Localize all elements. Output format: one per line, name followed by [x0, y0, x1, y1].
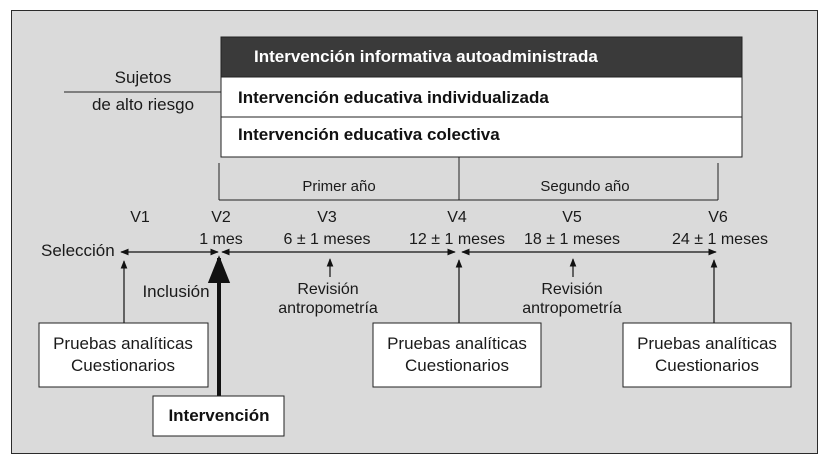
subjects-label — [64, 68, 221, 114]
visit-v3-time: 6 ± 1 meses — [283, 231, 371, 248]
visit-v3-label: V3 — [317, 209, 337, 226]
selection-label: Selección — [41, 241, 115, 260]
tests-box-1 — [39, 323, 208, 387]
visit-v2-label: V2 — [211, 209, 231, 226]
period-second-label: Segundo año — [540, 178, 630, 195]
intervention-box-label: Intervención — [168, 406, 270, 425]
tests-box-2-line1: Pruebas analíticas — [387, 334, 527, 353]
review-1-line2: antropometría — [278, 300, 378, 317]
visit-v5-time: 18 ± 1 meses — [524, 231, 620, 248]
tests-box-2-line2: Cuestionarios — [405, 356, 509, 375]
period-brackets — [219, 157, 718, 200]
tests-box-3-frame — [623, 323, 791, 387]
visit-v5-label: V5 — [562, 209, 582, 226]
tests-box-3-line2: Cuestionarios — [655, 356, 759, 375]
subjects-line1: Sujetos — [114, 68, 172, 87]
tests-box-3-line1: Pruebas analíticas — [637, 334, 777, 353]
intervention-informative-label: Intervención informativa autoadministrada — [254, 47, 598, 66]
review-2-line1: Revisión — [541, 281, 603, 298]
inclusion-label: Inclusión — [142, 282, 210, 301]
visit-labels — [130, 209, 768, 248]
visit-v4-time: 12 ± 1 meses — [409, 231, 505, 248]
tests-box-1-line1: Pruebas analíticas — [53, 334, 193, 353]
review-1 — [278, 281, 378, 317]
visit-v1-label: V1 — [130, 209, 150, 226]
visit-v6-label: V6 — [708, 209, 728, 226]
tests-box-2-frame — [373, 323, 541, 387]
visit-v2-time: 1 mes — [199, 231, 243, 248]
intervention-stack — [221, 37, 742, 157]
tests-box-1-line2: Cuestionarios — [71, 356, 175, 375]
review-1-line1: Revisión — [297, 281, 359, 298]
tests-box-1-frame — [39, 323, 208, 387]
intervention-box — [153, 396, 284, 436]
subjects-line2: de alto riesgo — [91, 95, 195, 114]
visit-v6-time: 24 ± 1 meses — [672, 231, 768, 248]
visit-v4-label: V4 — [447, 209, 467, 226]
review-2-line2: antropometría — [522, 300, 622, 317]
period-first-label: Primer año — [302, 178, 376, 195]
review-2 — [522, 281, 622, 317]
tests-box-3 — [623, 323, 791, 387]
tests-box-2 — [373, 323, 541, 387]
intervention-individual-label: Intervención educativa individualizada — [238, 88, 549, 107]
intervention-collective-label: Intervención educativa colectiva — [238, 125, 500, 144]
